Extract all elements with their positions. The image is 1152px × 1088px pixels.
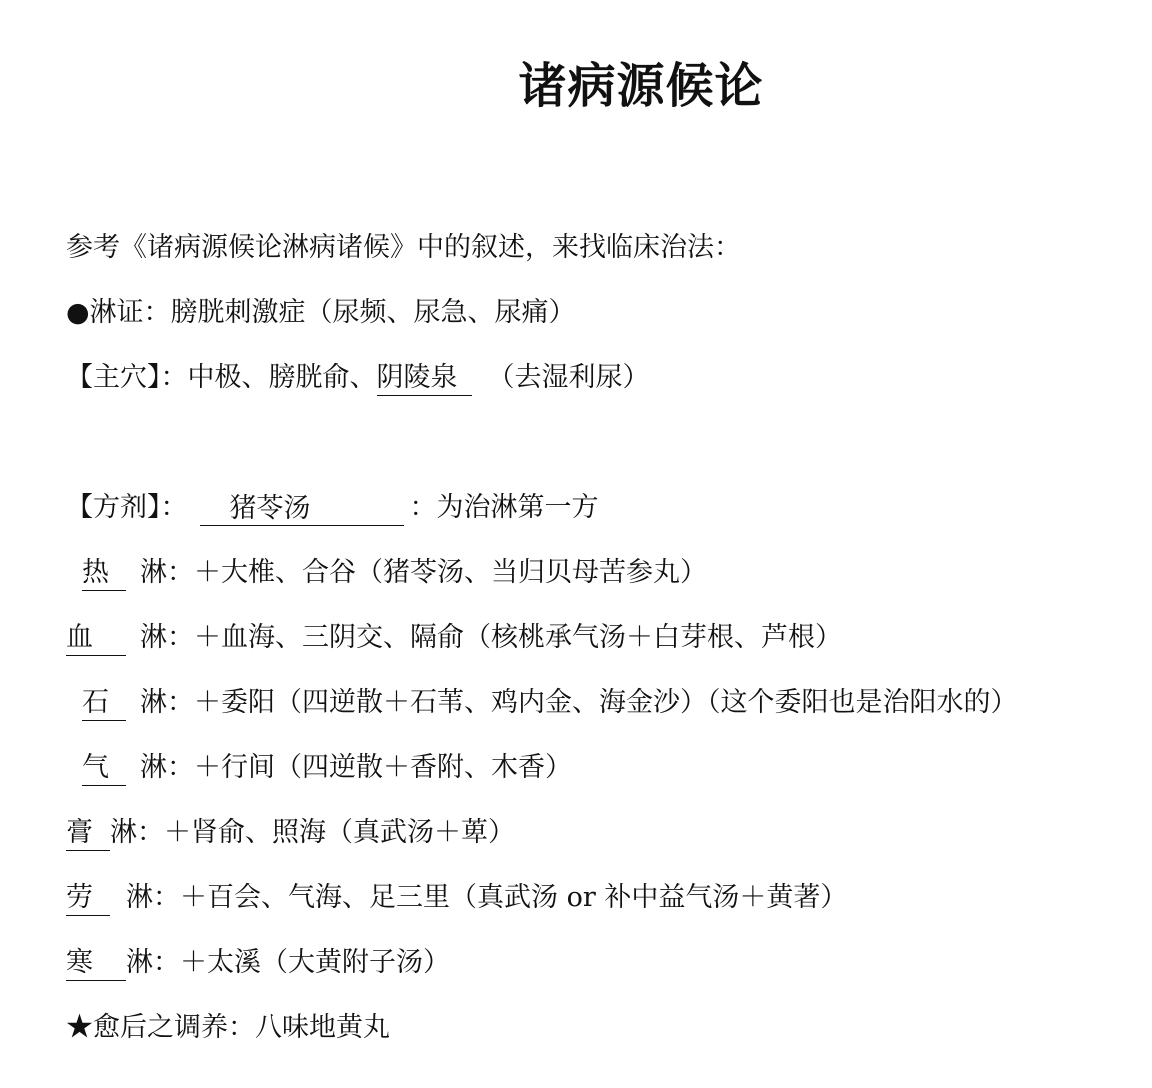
type-row: [66, 685, 1018, 721]
underlined-point: [377, 363, 472, 396]
type-rest: 淋：＋行间（四逆散＋香附、木香）: [140, 752, 572, 783]
bullet-icon: ●: [66, 297, 90, 328]
main-points-label: 【主穴】: [66, 362, 161, 393]
formula-label: 【方剂】：: [66, 492, 188, 523]
type-row: [66, 880, 847, 916]
type-name-re: [82, 558, 126, 591]
type-rest: 淋：＋委阳（四逆散＋石苇、鸡内金、海金沙）（这个委阳也是治阳水的）: [140, 687, 1018, 718]
type-rest: 淋：＋百会、气海、足三里（真武汤 or 补中益气汤＋黄著）: [126, 882, 848, 913]
type-name-text: 热: [82, 557, 109, 588]
type-row: [66, 815, 515, 851]
type-rest: 淋：＋大椎、合谷（猪苓汤、当归贝母苦参丸）: [140, 557, 707, 588]
main-points-note: （去湿利尿）: [487, 362, 650, 393]
type-rest: 淋：＋太溪（大黄附子汤）: [126, 947, 450, 978]
type-name-lao: [66, 883, 110, 916]
type-name-text: 劳: [66, 882, 93, 913]
main-points-list: 中极、膀胱俞、: [187, 362, 377, 393]
underlined-point-text: 阴陵泉: [376, 362, 458, 393]
type-rest: 淋：＋血海、三阴交、隔俞（核桃承气汤＋白芽根、芦根）: [140, 622, 842, 653]
type-row: [66, 555, 707, 591]
type-row: [66, 620, 842, 656]
type-name-qi: [82, 753, 126, 786]
type-name-text: 膏: [66, 817, 93, 848]
star-icon: ★: [66, 1012, 93, 1043]
formula-desc: ：为治淋第一方: [409, 492, 599, 523]
aftercare-text: 愈后之调养：八味地黄丸: [93, 1012, 390, 1043]
type-name-han: [66, 948, 126, 981]
main-points-sep: ：: [160, 362, 188, 393]
type-rest: 淋：＋肾俞、照海（真武汤＋萆）: [110, 817, 515, 848]
type-row: [66, 750, 572, 786]
type-name-text: 血: [66, 622, 93, 653]
aftercare-line: [66, 1010, 390, 1046]
type-name-text: 气: [82, 752, 109, 783]
main-points-line: [66, 360, 650, 396]
type-name-text: 寒: [66, 947, 93, 978]
type-row: [66, 945, 450, 981]
type-name-text: 石: [82, 687, 109, 718]
formula-name-blank: [200, 494, 404, 526]
type-name-shi: [82, 688, 126, 721]
type-name-gao: [66, 818, 110, 851]
syndrome-text: 淋证：膀胱刺激症（尿频、尿急、尿痛）: [89, 297, 576, 328]
type-name-xue: [66, 623, 126, 656]
page-title: 诸病源候论: [518, 58, 764, 114]
formula-name: 猪苓汤: [229, 493, 311, 524]
intro-line: [66, 230, 741, 266]
syndrome-line: [66, 295, 576, 331]
formula-line: [66, 490, 599, 526]
intro-text: 参考《诸病源候论淋病诸候》中的叙述，来找临床治法：: [66, 232, 741, 263]
